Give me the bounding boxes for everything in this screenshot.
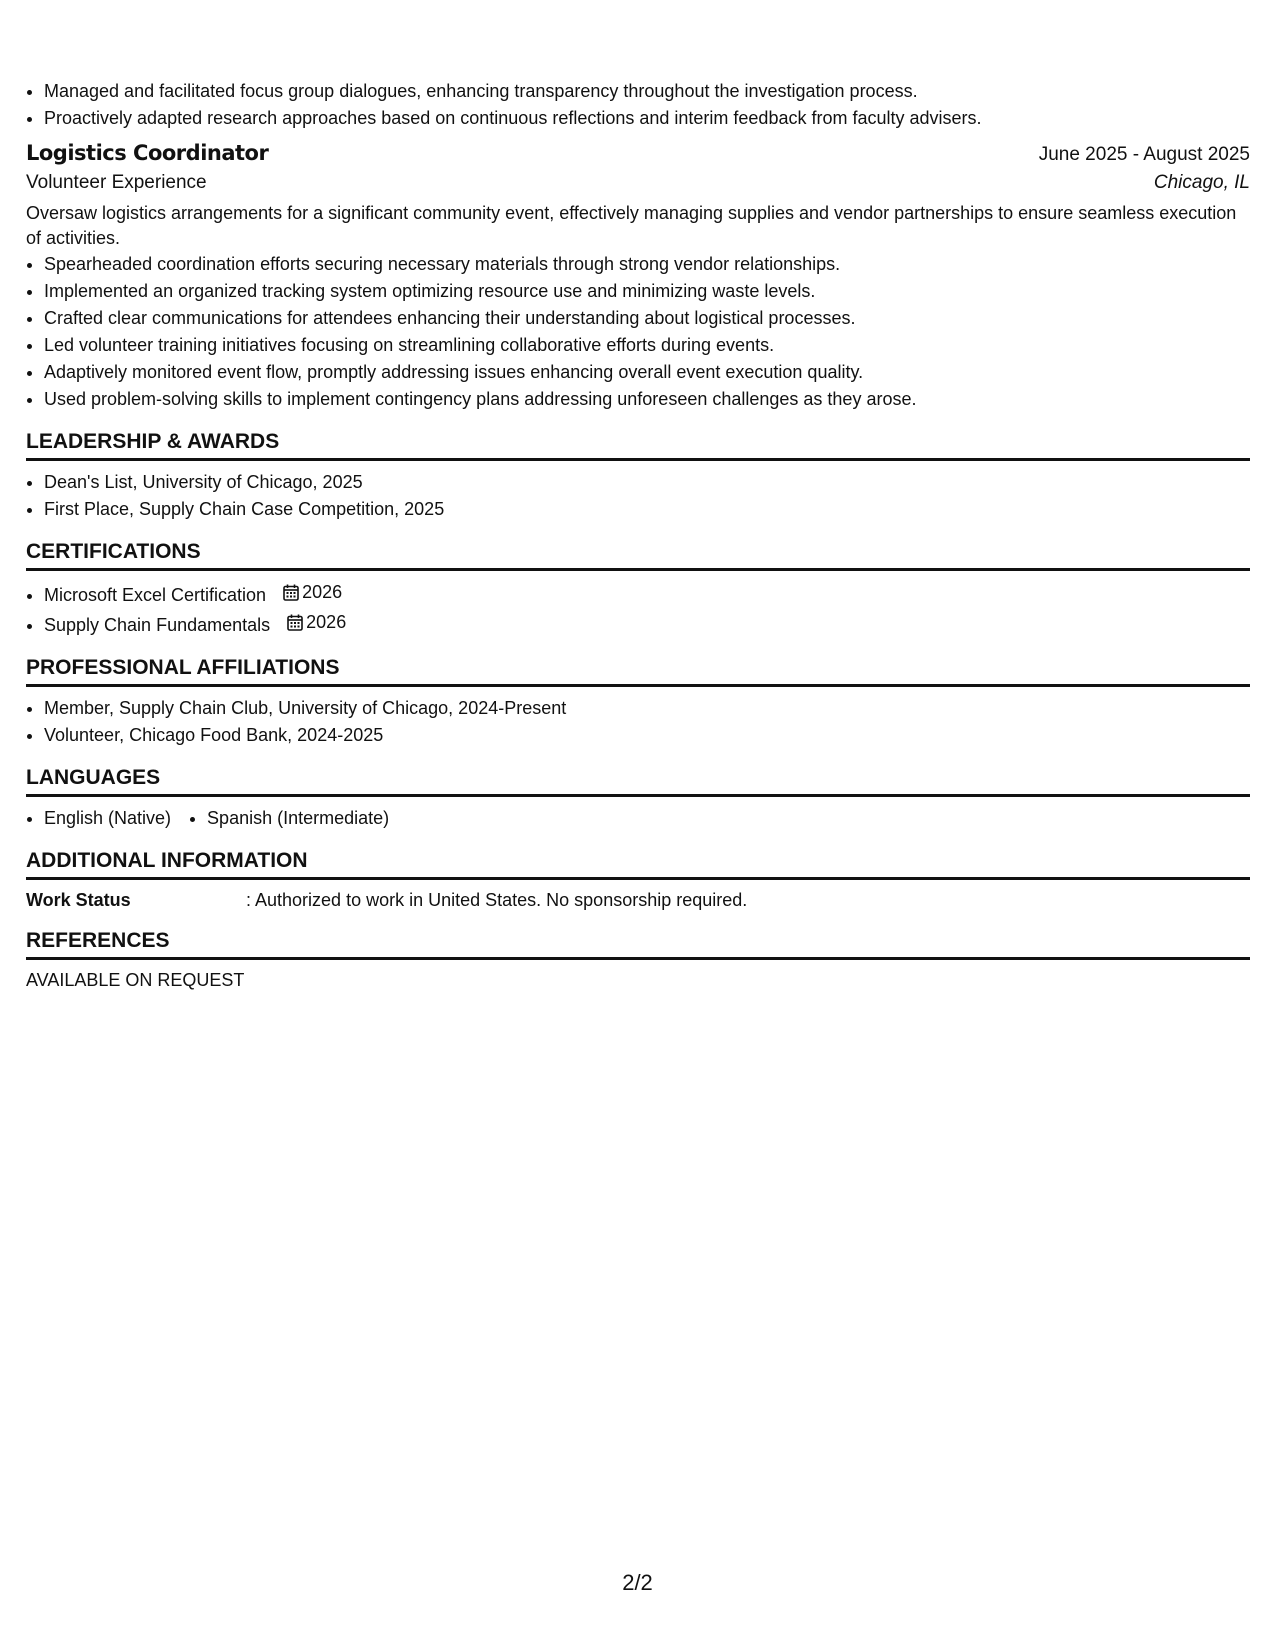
list-item: • Implemented an organized tracking system optimizing resource use and minimizing waste levels. [44, 278, 1250, 305]
section-heading: LEADERSHIP & AWARDS [26, 429, 1250, 461]
work-status-value: : Authorized to work in United States. No sponsorship required. [246, 890, 748, 910]
job-title: Logistics Coordinator [26, 141, 269, 165]
work-status-label: Work Status [26, 890, 131, 910]
list-item: • First Place, Supply Chain Case Competition, 2025 [44, 496, 1250, 523]
resume-page [26, 78, 1250, 992]
section-heading: ADDITIONAL INFORMATION [26, 848, 1250, 880]
list-item: • Crafted clear communications for attendees enhancing their understanding about logistical processes. [44, 305, 1250, 332]
list-item: • Volunteer, Chicago Food Bank, 2024-2025 [44, 722, 1250, 749]
list-item: • Proactively adapted research approaches based on continuous reflections and interim feedback from faculty advisers. [44, 105, 1250, 132]
certification-year: 2026 [302, 582, 343, 602]
job-bullets [26, 251, 1250, 413]
list-item: • Adaptively monitored event flow, promptly addressing issues enhancing overall event execution quality. [44, 359, 1250, 386]
list-item: • Dean's List, University of Chicago, 2025 [44, 469, 1250, 496]
certification-item [44, 609, 1250, 639]
list-item: • Led volunteer training initiatives focusing on streamlining collaborative efforts during events. [44, 332, 1250, 359]
job-location: Chicago, IL [1153, 172, 1250, 193]
calendar-icon [287, 614, 303, 631]
references-text: AVAILABLE ON REQUEST [26, 970, 245, 990]
references-section [26, 928, 1250, 992]
job-dates: June 2025 - August 2025 [1038, 144, 1250, 165]
certification-name: Supply Chain Fundamentals [44, 615, 271, 635]
languages-section [26, 765, 1250, 832]
language-item: • English (Native) [44, 805, 171, 832]
language-item: • Spanish (Intermediate) [207, 805, 389, 832]
page-number: 2/2 [622, 1570, 653, 1595]
certification-item [44, 579, 1250, 609]
leadership-section [26, 429, 1250, 523]
certification-year: 2026 [306, 612, 347, 632]
job-organization: Volunteer Experience [26, 172, 207, 193]
calendar-icon [283, 584, 299, 601]
additional-info-section [26, 848, 1250, 912]
list-item: • Used problem-solving skills to implement contingency plans addressing unforeseen challenges as they arose. [44, 386, 1250, 413]
certifications-section [26, 539, 1250, 639]
affiliations-section [26, 655, 1250, 749]
section-heading: REFERENCES [26, 928, 1250, 960]
job-entry [26, 141, 1250, 413]
list-item: • Spearheaded coordination efforts securing necessary materials through strong vendor relationships. [44, 251, 1250, 278]
section-heading: CERTIFICATIONS [26, 539, 1250, 571]
job-description: Oversaw logistics arrangements for a significant community event, effectively managing supplies and vendor partnerships to ensure seamless execution of activities. [26, 203, 1237, 248]
section-heading: PROFESSIONAL AFFILIATIONS [26, 655, 1250, 687]
list-item: • Member, Supply Chain Club, University of Chicago, 2024-Present [44, 695, 1250, 722]
list-item: • Managed and facilitated focus group dialogues, enhancing transparency throughout the investigation process. [44, 78, 1250, 105]
section-heading: LANGUAGES [26, 765, 1250, 797]
certification-name: Microsoft Excel Certification [44, 585, 267, 605]
research-bullets [26, 78, 1250, 132]
